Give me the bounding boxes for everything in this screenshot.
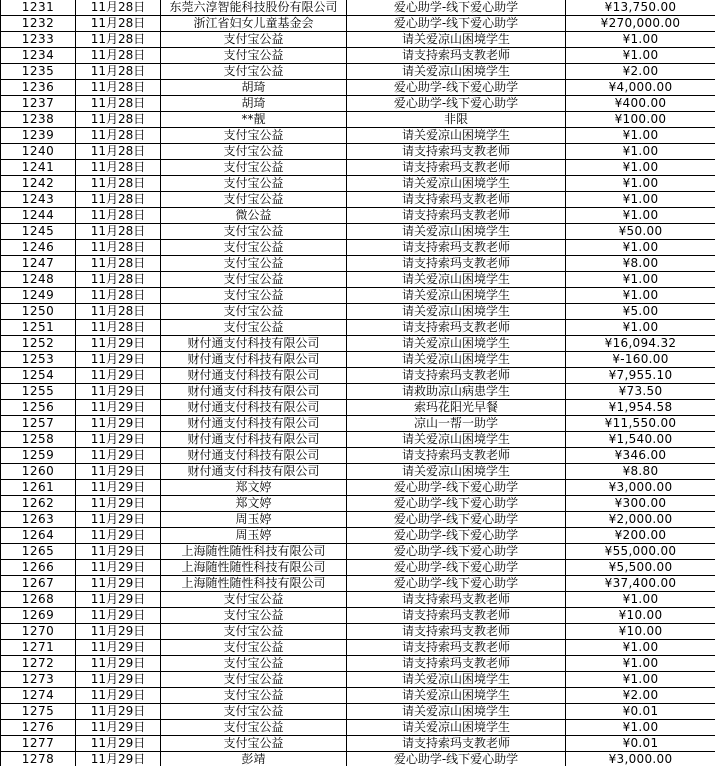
donor-name-cell[interactable]: 支付宝公益: [161, 592, 347, 608]
amount-cell[interactable]: ¥55,000.00: [566, 544, 715, 560]
project-cell[interactable]: 请关爱凉山困境学生: [347, 176, 566, 192]
serial-number-cell[interactable]: 1254: [1, 368, 76, 384]
project-cell[interactable]: 请支持索玛支教老师: [347, 256, 566, 272]
serial-number-cell[interactable]: 1255: [1, 384, 76, 400]
date-cell[interactable]: 11月28日: [76, 16, 161, 32]
project-cell[interactable]: 请支持索玛支教老师: [347, 368, 566, 384]
donor-name-cell[interactable]: 支付宝公益: [161, 304, 347, 320]
date-cell[interactable]: 11月29日: [76, 752, 161, 766]
serial-number-cell[interactable]: 1245: [1, 224, 76, 240]
donor-name-cell[interactable]: 支付宝公益: [161, 736, 347, 752]
amount-cell[interactable]: ¥0.01: [566, 704, 715, 720]
serial-number-cell[interactable]: 1233: [1, 32, 76, 48]
table-row: [1, 752, 715, 766]
serial-number-cell[interactable]: 1264: [1, 528, 76, 544]
date-cell[interactable]: 11月29日: [76, 560, 161, 576]
amount-cell[interactable]: ¥1.00: [566, 320, 715, 336]
amount-cell[interactable]: ¥100.00: [566, 112, 715, 128]
serial-number-cell[interactable]: 1278: [1, 752, 76, 766]
donor-name-cell[interactable]: 上海随性随性科技有限公司: [161, 544, 347, 560]
table-row: [1, 656, 715, 672]
date-cell[interactable]: 11月28日: [76, 48, 161, 64]
serial-number-cell[interactable]: 1268: [1, 592, 76, 608]
amount-cell[interactable]: ¥200.00: [566, 528, 715, 544]
table-row: [1, 176, 715, 192]
donor-name-cell[interactable]: 支付宝公益: [161, 640, 347, 656]
amount-cell[interactable]: ¥5.00: [566, 304, 715, 320]
date-cell[interactable]: 11月28日: [76, 224, 161, 240]
amount-cell[interactable]: ¥7,955.10: [566, 368, 715, 384]
project-cell[interactable]: 请关爱凉山困境学生: [347, 352, 566, 368]
amount-cell[interactable]: ¥1.00: [566, 656, 715, 672]
table-row: [1, 16, 715, 32]
project-cell[interactable]: 爱心助学-线下爱心助学: [347, 496, 566, 512]
date-cell[interactable]: 11月28日: [76, 80, 161, 96]
date-cell[interactable]: 11月28日: [76, 288, 161, 304]
date-cell[interactable]: 11月29日: [76, 576, 161, 592]
project-cell[interactable]: 爱心助学-线下爱心助学: [347, 576, 566, 592]
date-cell[interactable]: 11月29日: [76, 672, 161, 688]
donor-name-cell[interactable]: 支付宝公益: [161, 64, 347, 80]
table-row: [1, 160, 715, 176]
donor-name-cell[interactable]: 财付通支付科技有限公司: [161, 448, 347, 464]
serial-number-cell[interactable]: 1246: [1, 240, 76, 256]
project-cell[interactable]: 请关爱凉山困境学生: [347, 432, 566, 448]
amount-cell[interactable]: ¥1,540.00: [566, 432, 715, 448]
serial-number-cell[interactable]: 1250: [1, 304, 76, 320]
project-cell[interactable]: 爱心助学-线下爱心助学: [347, 752, 566, 766]
date-cell[interactable]: 11月29日: [76, 656, 161, 672]
date-cell[interactable]: 11月28日: [76, 208, 161, 224]
table-row: [1, 48, 715, 64]
date-cell[interactable]: 11月28日: [76, 96, 161, 112]
donor-name-cell[interactable]: 支付宝公益: [161, 624, 347, 640]
serial-number-cell[interactable]: 1267: [1, 576, 76, 592]
table-row: [1, 608, 715, 624]
table-row: [1, 528, 715, 544]
amount-cell[interactable]: ¥13,750.00: [566, 0, 715, 16]
date-cell[interactable]: 11月28日: [76, 272, 161, 288]
serial-number-cell[interactable]: 1236: [1, 80, 76, 96]
date-cell[interactable]: 11月28日: [76, 160, 161, 176]
project-cell[interactable]: 请支持索玛支教老师: [347, 736, 566, 752]
table-row: [1, 512, 715, 528]
amount-cell[interactable]: ¥4,000.00: [566, 80, 715, 96]
table-row: [1, 704, 715, 720]
date-cell[interactable]: 11月29日: [76, 608, 161, 624]
amount-cell[interactable]: ¥3,000.00: [566, 480, 715, 496]
table-row: [1, 544, 715, 560]
date-cell[interactable]: 11月29日: [76, 592, 161, 608]
donor-name-cell[interactable]: 支付宝公益: [161, 704, 347, 720]
donor-name-cell[interactable]: 郑文婷: [161, 480, 347, 496]
serial-number-cell[interactable]: 1239: [1, 128, 76, 144]
project-cell[interactable]: 请支持索玛支教老师: [347, 592, 566, 608]
project-cell[interactable]: 爱心助学-线下爱心助学: [347, 544, 566, 560]
table-row: [1, 592, 715, 608]
project-cell[interactable]: 请关爱凉山困境学生: [347, 304, 566, 320]
project-cell[interactable]: 爱心助学-线下爱心助学: [347, 80, 566, 96]
serial-number-cell[interactable]: 1235: [1, 64, 76, 80]
serial-number-cell[interactable]: 1277: [1, 736, 76, 752]
amount-cell[interactable]: ¥50.00: [566, 224, 715, 240]
amount-cell[interactable]: ¥1.00: [566, 32, 715, 48]
donor-name-cell[interactable]: 财付通支付科技有限公司: [161, 368, 347, 384]
table-row: [1, 208, 715, 224]
project-cell[interactable]: 请救助凉山病患学生: [347, 384, 566, 400]
donor-name-cell[interactable]: 郑文婷: [161, 496, 347, 512]
serial-number-cell[interactable]: 1231: [1, 0, 76, 16]
date-cell[interactable]: 11月28日: [76, 144, 161, 160]
amount-cell[interactable]: ¥1.00: [566, 192, 715, 208]
amount-cell[interactable]: ¥5,500.00: [566, 560, 715, 576]
table-row: [1, 464, 715, 480]
project-cell[interactable]: 请支持索玛支教老师: [347, 656, 566, 672]
donor-name-cell[interactable]: 浙江省妇女儿童基金会: [161, 16, 347, 32]
donor-name-cell[interactable]: 周玉婷: [161, 528, 347, 544]
amount-cell[interactable]: ¥400.00: [566, 96, 715, 112]
date-cell[interactable]: 11月29日: [76, 480, 161, 496]
donor-name-cell[interactable]: 支付宝公益: [161, 224, 347, 240]
date-cell[interactable]: 11月29日: [76, 640, 161, 656]
serial-number-cell[interactable]: 1248: [1, 272, 76, 288]
serial-number-cell[interactable]: 1260: [1, 464, 76, 480]
donor-name-cell[interactable]: 财付通支付科技有限公司: [161, 432, 347, 448]
amount-cell[interactable]: ¥1.00: [566, 272, 715, 288]
serial-number-cell[interactable]: 1256: [1, 400, 76, 416]
amount-cell[interactable]: ¥1.00: [566, 240, 715, 256]
date-cell[interactable]: 11月29日: [76, 688, 161, 704]
table-row: [1, 288, 715, 304]
date-cell[interactable]: 11月28日: [76, 0, 161, 16]
date-cell[interactable]: 11月28日: [76, 304, 161, 320]
date-cell[interactable]: 11月28日: [76, 256, 161, 272]
table-row: [1, 384, 715, 400]
table-row: [1, 688, 715, 704]
table-row: [1, 400, 715, 416]
table-row: [1, 32, 715, 48]
table-row: [1, 320, 715, 336]
serial-number-cell[interactable]: 1253: [1, 352, 76, 368]
donor-name-cell[interactable]: 支付宝公益: [161, 272, 347, 288]
date-cell[interactable]: 11月29日: [76, 496, 161, 512]
donor-name-cell[interactable]: **靓: [161, 112, 347, 128]
project-cell[interactable]: 请支持索玛支教老师: [347, 160, 566, 176]
amount-cell[interactable]: ¥346.00: [566, 448, 715, 464]
amount-cell[interactable]: ¥10.00: [566, 624, 715, 640]
project-cell[interactable]: 请支持索玛支教老师: [347, 624, 566, 640]
serial-number-cell[interactable]: 1237: [1, 96, 76, 112]
serial-number-cell[interactable]: 1275: [1, 704, 76, 720]
table-row: [1, 336, 715, 352]
table-row: [1, 240, 715, 256]
project-cell[interactable]: 请关爱凉山困境学生: [347, 64, 566, 80]
donor-name-cell[interactable]: 支付宝公益: [161, 240, 347, 256]
date-cell[interactable]: 11月29日: [76, 336, 161, 352]
amount-cell[interactable]: ¥37,400.00: [566, 576, 715, 592]
serial-number-cell[interactable]: 1266: [1, 560, 76, 576]
amount-cell[interactable]: ¥8.80: [566, 464, 715, 480]
serial-number-cell[interactable]: 1276: [1, 720, 76, 736]
donor-name-cell[interactable]: 支付宝公益: [161, 720, 347, 736]
project-cell[interactable]: 请支持索玛支教老师: [347, 48, 566, 64]
project-cell[interactable]: 爱心助学-线下爱心助学: [347, 528, 566, 544]
project-cell[interactable]: 请支持索玛支教老师: [347, 640, 566, 656]
serial-number-cell[interactable]: 1247: [1, 256, 76, 272]
date-cell[interactable]: 11月29日: [76, 464, 161, 480]
table-row: [1, 352, 715, 368]
table-row: [1, 432, 715, 448]
date-cell[interactable]: 11月29日: [76, 416, 161, 432]
serial-number-cell[interactable]: 1258: [1, 432, 76, 448]
amount-cell[interactable]: ¥1,954.58: [566, 400, 715, 416]
project-cell[interactable]: 请关爱凉山困境学生: [347, 672, 566, 688]
amount-cell[interactable]: ¥1.00: [566, 592, 715, 608]
donor-name-cell[interactable]: 支付宝公益: [161, 288, 347, 304]
table-row: [1, 640, 715, 656]
donation-table-body: [1, 0, 715, 766]
donor-name-cell[interactable]: 上海随性随性科技有限公司: [161, 560, 347, 576]
date-cell[interactable]: 11月29日: [76, 736, 161, 752]
table-row: [1, 64, 715, 80]
date-cell[interactable]: 11月28日: [76, 32, 161, 48]
table-row: [1, 416, 715, 432]
project-cell[interactable]: 请关爱凉山困境学生: [347, 464, 566, 480]
amount-cell[interactable]: ¥-160.00: [566, 352, 715, 368]
serial-number-cell[interactable]: 1238: [1, 112, 76, 128]
amount-cell[interactable]: ¥11,550.00: [566, 416, 715, 432]
date-cell[interactable]: 11月29日: [76, 352, 161, 368]
amount-cell[interactable]: ¥1.00: [566, 720, 715, 736]
serial-number-cell[interactable]: 1251: [1, 320, 76, 336]
table-row: [1, 720, 715, 736]
date-cell[interactable]: 11月28日: [76, 320, 161, 336]
serial-number-cell[interactable]: 1234: [1, 48, 76, 64]
date-cell[interactable]: 11月29日: [76, 512, 161, 528]
project-cell[interactable]: 爱心助学-线下爱心助学: [347, 16, 566, 32]
serial-number-cell[interactable]: 1273: [1, 672, 76, 688]
donor-name-cell[interactable]: 支付宝公益: [161, 608, 347, 624]
table-row: [1, 0, 715, 16]
serial-number-cell[interactable]: 1232: [1, 16, 76, 32]
serial-number-cell[interactable]: 1257: [1, 416, 76, 432]
table-row: [1, 144, 715, 160]
donor-name-cell[interactable]: 胡琦: [161, 80, 347, 96]
donor-name-cell[interactable]: 财付通支付科技有限公司: [161, 464, 347, 480]
serial-number-cell[interactable]: 1261: [1, 480, 76, 496]
amount-cell[interactable]: ¥1.00: [566, 208, 715, 224]
amount-cell[interactable]: ¥1.00: [566, 160, 715, 176]
project-cell[interactable]: 请关爱凉山困境学生: [347, 272, 566, 288]
date-cell[interactable]: 11月28日: [76, 64, 161, 80]
serial-number-cell[interactable]: 1274: [1, 688, 76, 704]
date-cell[interactable]: 11月29日: [76, 704, 161, 720]
donor-name-cell[interactable]: 支付宝公益: [161, 48, 347, 64]
donor-name-cell[interactable]: 支付宝公益: [161, 256, 347, 272]
amount-cell[interactable]: ¥1.00: [566, 128, 715, 144]
date-cell[interactable]: 11月28日: [76, 112, 161, 128]
project-cell[interactable]: 凉山一帮一助学: [347, 416, 566, 432]
table-row: [1, 128, 715, 144]
project-cell[interactable]: 请支持索玛支教老师: [347, 448, 566, 464]
serial-number-cell[interactable]: 1259: [1, 448, 76, 464]
donor-name-cell[interactable]: 东莞六淳智能科技股份有限公司: [161, 0, 347, 16]
project-cell[interactable]: 爱心助学-线下爱心助学: [347, 0, 566, 16]
serial-number-cell[interactable]: 1270: [1, 624, 76, 640]
date-cell[interactable]: 11月29日: [76, 624, 161, 640]
project-cell[interactable]: 请关爱凉山困境学生: [347, 720, 566, 736]
serial-number-cell[interactable]: 1240: [1, 144, 76, 160]
amount-cell[interactable]: ¥73.50: [566, 384, 715, 400]
amount-cell[interactable]: ¥0.01: [566, 736, 715, 752]
table-row: [1, 272, 715, 288]
donor-name-cell[interactable]: 支付宝公益: [161, 32, 347, 48]
date-cell[interactable]: 11月28日: [76, 128, 161, 144]
table-row: [1, 80, 715, 96]
project-cell[interactable]: 非限: [347, 112, 566, 128]
amount-cell[interactable]: ¥1.00: [566, 640, 715, 656]
table-row: [1, 112, 715, 128]
donor-name-cell[interactable]: 财付通支付科技有限公司: [161, 336, 347, 352]
donor-name-cell[interactable]: 财付通支付科技有限公司: [161, 352, 347, 368]
date-cell[interactable]: 11月28日: [76, 240, 161, 256]
donor-name-cell[interactable]: 财付通支付科技有限公司: [161, 384, 347, 400]
project-cell[interactable]: 请支持索玛支教老师: [347, 144, 566, 160]
table-row: [1, 224, 715, 240]
amount-cell[interactable]: ¥16,094.32: [566, 336, 715, 352]
donor-name-cell[interactable]: 支付宝公益: [161, 144, 347, 160]
donor-name-cell[interactable]: 支付宝公益: [161, 688, 347, 704]
serial-number-cell[interactable]: 1271: [1, 640, 76, 656]
project-cell[interactable]: 请支持索玛支教老师: [347, 208, 566, 224]
project-cell[interactable]: 请支持索玛支教老师: [347, 608, 566, 624]
donor-name-cell[interactable]: 上海随性随性科技有限公司: [161, 576, 347, 592]
amount-cell[interactable]: ¥8.00: [566, 256, 715, 272]
serial-number-cell[interactable]: 1265: [1, 544, 76, 560]
serial-number-cell[interactable]: 1241: [1, 160, 76, 176]
date-cell[interactable]: 11月29日: [76, 528, 161, 544]
serial-number-cell[interactable]: 1262: [1, 496, 76, 512]
table-row: [1, 576, 715, 592]
date-cell[interactable]: 11月29日: [76, 432, 161, 448]
amount-cell[interactable]: ¥10.00: [566, 608, 715, 624]
table-row: [1, 560, 715, 576]
project-cell[interactable]: 爱心助学-线下爱心助学: [347, 512, 566, 528]
date-cell[interactable]: 11月29日: [76, 400, 161, 416]
table-row: [1, 96, 715, 112]
project-cell[interactable]: 请关爱凉山困境学生: [347, 128, 566, 144]
donor-name-cell[interactable]: 胡琦: [161, 96, 347, 112]
project-cell[interactable]: 请关爱凉山困境学生: [347, 224, 566, 240]
project-cell[interactable]: 请关爱凉山困境学生: [347, 704, 566, 720]
project-cell[interactable]: 请关爱凉山困境学生: [347, 32, 566, 48]
donor-name-cell[interactable]: 周玉婷: [161, 512, 347, 528]
amount-cell[interactable]: ¥1.00: [566, 288, 715, 304]
serial-number-cell[interactable]: 1263: [1, 512, 76, 528]
table-row: [1, 496, 715, 512]
table-row: [1, 304, 715, 320]
project-cell[interactable]: 请关爱凉山困境学生: [347, 688, 566, 704]
project-cell[interactable]: 索玛花阳光早餐: [347, 400, 566, 416]
serial-number-cell[interactable]: 1249: [1, 288, 76, 304]
table-row: [1, 672, 715, 688]
project-cell[interactable]: 请支持索玛支教老师: [347, 320, 566, 336]
serial-number-cell[interactable]: 1242: [1, 176, 76, 192]
donor-name-cell[interactable]: 支付宝公益: [161, 176, 347, 192]
amount-cell[interactable]: ¥270,000.00: [566, 16, 715, 32]
donor-name-cell[interactable]: 支付宝公益: [161, 672, 347, 688]
donor-name-cell[interactable]: 支付宝公益: [161, 128, 347, 144]
project-cell[interactable]: 爱心助学-线下爱心助学: [347, 96, 566, 112]
table-row: [1, 624, 715, 640]
donor-name-cell[interactable]: 微公益: [161, 208, 347, 224]
donor-name-cell[interactable]: 财付通支付科技有限公司: [161, 416, 347, 432]
donor-name-cell[interactable]: 彭靖: [161, 752, 347, 766]
amount-cell[interactable]: ¥2,000.00: [566, 512, 715, 528]
date-cell[interactable]: 11月29日: [76, 544, 161, 560]
donor-name-cell[interactable]: 财付通支付科技有限公司: [161, 400, 347, 416]
amount-cell[interactable]: ¥300.00: [566, 496, 715, 512]
amount-cell[interactable]: ¥2.00: [566, 64, 715, 80]
project-cell[interactable]: 请支持索玛支教老师: [347, 240, 566, 256]
serial-number-cell[interactable]: 1269: [1, 608, 76, 624]
amount-cell[interactable]: ¥3,000.00: [566, 752, 715, 766]
serial-number-cell[interactable]: 1243: [1, 192, 76, 208]
table-row: [1, 368, 715, 384]
date-cell[interactable]: 11月28日: [76, 192, 161, 208]
table-row: [1, 448, 715, 464]
date-cell[interactable]: 11月28日: [76, 176, 161, 192]
serial-number-cell[interactable]: 1244: [1, 208, 76, 224]
project-cell[interactable]: 请支持索玛支教老师: [347, 192, 566, 208]
table-row: [1, 256, 715, 272]
date-cell[interactable]: 11月29日: [76, 384, 161, 400]
project-cell[interactable]: 请关爱凉山困境学生: [347, 336, 566, 352]
donor-name-cell[interactable]: 支付宝公益: [161, 192, 347, 208]
date-cell[interactable]: 11月29日: [76, 720, 161, 736]
donor-name-cell[interactable]: 支付宝公益: [161, 160, 347, 176]
amount-cell[interactable]: ¥1.00: [566, 48, 715, 64]
project-cell[interactable]: 爱心助学-线下爱心助学: [347, 480, 566, 496]
table-row: [1, 736, 715, 752]
amount-cell[interactable]: ¥1.00: [566, 144, 715, 160]
table-row: [1, 480, 715, 496]
donor-name-cell[interactable]: 支付宝公益: [161, 320, 347, 336]
project-cell[interactable]: 爱心助学-线下爱心助学: [347, 560, 566, 576]
date-cell[interactable]: 11月29日: [76, 368, 161, 384]
amount-cell[interactable]: ¥1.00: [566, 176, 715, 192]
project-cell[interactable]: 请关爱凉山困境学生: [347, 288, 566, 304]
donor-name-cell[interactable]: 支付宝公益: [161, 656, 347, 672]
serial-number-cell[interactable]: 1272: [1, 656, 76, 672]
date-cell[interactable]: 11月29日: [76, 448, 161, 464]
amount-cell[interactable]: ¥1.00: [566, 672, 715, 688]
amount-cell[interactable]: ¥2.00: [566, 688, 715, 704]
table-row: [1, 192, 715, 208]
serial-number-cell[interactable]: 1252: [1, 336, 76, 352]
